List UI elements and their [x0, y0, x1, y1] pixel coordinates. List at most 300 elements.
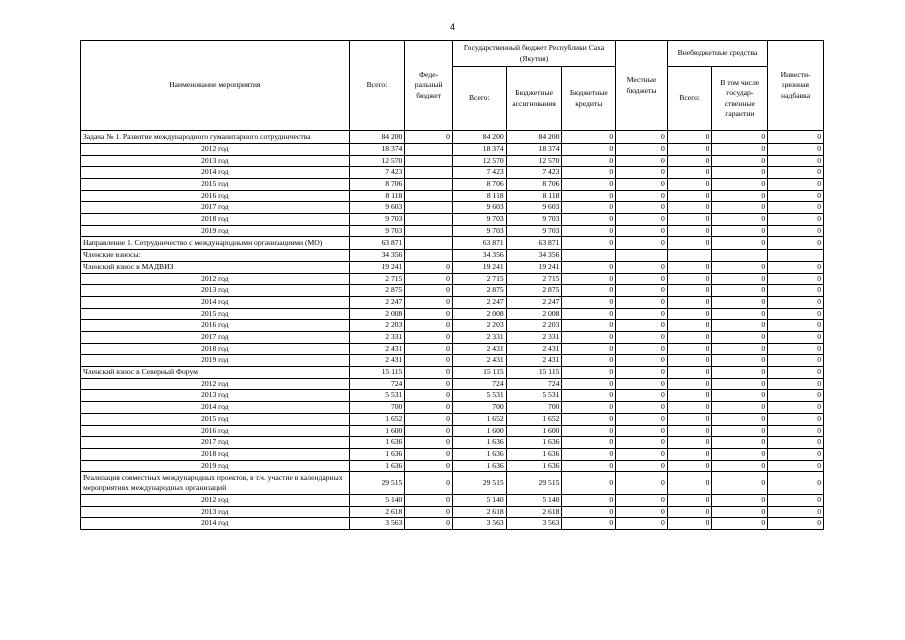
- cell-total: 18 374: [349, 143, 405, 155]
- cell-invest: 0: [768, 390, 824, 402]
- cell-local: 0: [616, 202, 668, 214]
- cell-extra-total: 0: [667, 202, 712, 214]
- cell-state-alloc: 2 331: [506, 332, 562, 344]
- cell-extra-total: 0: [667, 178, 712, 190]
- cell-total: 84 200: [349, 131, 405, 144]
- cell-state-credit: 0: [562, 190, 616, 202]
- table-row-year: [81, 390, 824, 402]
- cell-federal: 0: [405, 413, 453, 425]
- cell-total: 2 431: [349, 355, 405, 367]
- cell-invest: 0: [768, 167, 824, 179]
- cell-extra-total: 0: [667, 448, 712, 460]
- cell-extra-total: 0: [667, 131, 712, 144]
- cell-extra-guarantees: 0: [712, 472, 768, 495]
- header-state-budget: Государственный бюджет Республики Саха (Якутия): [452, 41, 615, 67]
- cell-extra-guarantees: 0: [712, 355, 768, 367]
- cell-year: 2012 год: [81, 495, 350, 507]
- cell-total: 34 356: [349, 250, 405, 262]
- cell-state-credit: 0: [562, 167, 616, 179]
- cell-state-total: 19 241: [452, 261, 506, 273]
- cell-state-alloc: 8 706: [506, 178, 562, 190]
- table-row-year: [81, 355, 824, 367]
- cell-state-credit: 0: [562, 437, 616, 449]
- header-state-total: Всего:: [452, 67, 506, 131]
- cell-state-total: 9 703: [452, 213, 506, 225]
- cell-year: 2015 год: [81, 308, 350, 320]
- cell-state-credit: 0: [562, 213, 616, 225]
- table-row-year: [81, 296, 824, 308]
- cell-local: 0: [616, 518, 668, 530]
- cell-state-credit: 0: [562, 320, 616, 332]
- cell-extra-total: 0: [667, 367, 712, 379]
- cell-state-credit: 0: [562, 178, 616, 190]
- cell-total: 19 241: [349, 261, 405, 273]
- table-row-item: [81, 131, 824, 144]
- cell-year: 2017 год: [81, 202, 350, 214]
- cell-year: 2013 год: [81, 390, 350, 402]
- page-number: 4: [449, 22, 455, 32]
- cell-local: 0: [616, 190, 668, 202]
- cell-local: 0: [616, 167, 668, 179]
- table-row-item: [81, 237, 824, 250]
- cell-state-total: 34 356: [452, 250, 506, 262]
- cell-local: 0: [616, 143, 668, 155]
- cell-total: 2 331: [349, 332, 405, 344]
- cell-total: 3 563: [349, 518, 405, 530]
- cell-invest: 0: [768, 320, 824, 332]
- cell-year: 2018 год: [81, 343, 350, 355]
- cell-extra-total: 0: [667, 413, 712, 425]
- cell-federal: 0: [405, 261, 453, 273]
- cell-year: 2016 год: [81, 425, 350, 437]
- cell-extra-total: 0: [667, 308, 712, 320]
- cell-year: 2019 год: [81, 355, 350, 367]
- cell-state-alloc: 2 203: [506, 320, 562, 332]
- cell-year: 2013 год: [81, 285, 350, 297]
- cell-year: 2014 год: [81, 518, 350, 530]
- cell-total: 15 115: [349, 367, 405, 379]
- cell-extra-total: 0: [667, 390, 712, 402]
- cell-state-credit: 0: [562, 155, 616, 167]
- cell-total: 9 703: [349, 213, 405, 225]
- cell-state-credit: 0: [562, 378, 616, 390]
- cell-extra-guarantees: 0: [712, 378, 768, 390]
- cell-extra-total: 0: [667, 320, 712, 332]
- cell-state-credit: [562, 250, 616, 262]
- cell-total: 63 871: [349, 237, 405, 250]
- cell-local: 0: [616, 437, 668, 449]
- cell-local: 0: [616, 378, 668, 390]
- cell-total: 2 203: [349, 320, 405, 332]
- cell-extra-guarantees: 0: [712, 261, 768, 273]
- cell-state-credit: 0: [562, 402, 616, 414]
- cell-state-alloc: 700: [506, 402, 562, 414]
- cell-extra-guarantees: 0: [712, 495, 768, 507]
- cell-state-credit: 0: [562, 472, 616, 495]
- cell-state-total: 2 431: [452, 343, 506, 355]
- cell-invest: 0: [768, 343, 824, 355]
- cell-local: 0: [616, 213, 668, 225]
- cell-extra-guarantees: 0: [712, 213, 768, 225]
- cell-state-alloc: 18 374: [506, 143, 562, 155]
- cell-state-alloc: 2 008: [506, 308, 562, 320]
- cell-local: 0: [616, 506, 668, 518]
- cell-state-total: 2 331: [452, 332, 506, 344]
- cell-invest: 0: [768, 460, 824, 472]
- cell-extra-guarantees: 0: [712, 332, 768, 344]
- cell-extra-total: 0: [667, 213, 712, 225]
- cell-federal: 0: [405, 285, 453, 297]
- cell-invest: 0: [768, 202, 824, 214]
- cell-state-total: 2 618: [452, 506, 506, 518]
- cell-total: 1 600: [349, 425, 405, 437]
- cell-state-total: 2 203: [452, 320, 506, 332]
- cell-state-total: 700: [452, 402, 506, 414]
- cell-extra-total: 0: [667, 261, 712, 273]
- cell-federal: 0: [405, 378, 453, 390]
- cell-invest: 0: [768, 506, 824, 518]
- cell-state-alloc: 5 140: [506, 495, 562, 507]
- cell-federal: [405, 202, 453, 214]
- cell-local: 0: [616, 225, 668, 237]
- cell-state-alloc: 7 423: [506, 167, 562, 179]
- cell-local: 0: [616, 178, 668, 190]
- table-row-year: [81, 190, 824, 202]
- cell-extra-total: 0: [667, 460, 712, 472]
- header-federal: Феде-ральный бюджет: [405, 41, 453, 131]
- cell-extra-guarantees: 0: [712, 237, 768, 250]
- cell-invest: 0: [768, 273, 824, 285]
- cell-year: 2015 год: [81, 413, 350, 425]
- cell-state-credit: 0: [562, 343, 616, 355]
- table-row-year: [81, 495, 824, 507]
- cell-extra-guarantees: 0: [712, 155, 768, 167]
- cell-federal: [405, 213, 453, 225]
- cell-federal: [405, 225, 453, 237]
- cell-year: 2014 год: [81, 296, 350, 308]
- cell-extra-guarantees: [712, 250, 768, 262]
- cell-extra-guarantees: 0: [712, 273, 768, 285]
- cell-extra-total: 0: [667, 190, 712, 202]
- cell-year: 2015 год: [81, 178, 350, 190]
- cell-extra-total: 0: [667, 237, 712, 250]
- cell-local: 0: [616, 320, 668, 332]
- cell-invest: 0: [768, 425, 824, 437]
- cell-state-total: 724: [452, 378, 506, 390]
- cell-state-total: 8 118: [452, 190, 506, 202]
- cell-invest: 0: [768, 131, 824, 144]
- cell-local: 0: [616, 448, 668, 460]
- cell-state-alloc: 2 247: [506, 296, 562, 308]
- cell-extra-guarantees: 0: [712, 190, 768, 202]
- cell-extra-guarantees: 0: [712, 506, 768, 518]
- cell-federal: 0: [405, 273, 453, 285]
- cell-year: 2014 год: [81, 167, 350, 179]
- cell-invest: 0: [768, 437, 824, 449]
- cell-total: 9 603: [349, 202, 405, 214]
- cell-federal: 0: [405, 308, 453, 320]
- cell-year: 2012 год: [81, 143, 350, 155]
- cell-extra-total: 0: [667, 472, 712, 495]
- cell-extra-guarantees: 0: [712, 202, 768, 214]
- cell-state-credit: 0: [562, 518, 616, 530]
- table-row-year: [81, 167, 824, 179]
- cell-extra-total: 0: [667, 273, 712, 285]
- cell-invest: 0: [768, 296, 824, 308]
- cell-extra-total: 0: [667, 143, 712, 155]
- cell-federal: 0: [405, 425, 453, 437]
- cell-state-credit: 0: [562, 355, 616, 367]
- cell-federal: [405, 237, 453, 250]
- cell-local: 0: [616, 355, 668, 367]
- cell-total: 1 636: [349, 437, 405, 449]
- cell-extra-guarantees: 0: [712, 448, 768, 460]
- cell-total: 2 618: [349, 506, 405, 518]
- cell-extra-total: 0: [667, 285, 712, 297]
- cell-extra-guarantees: 0: [712, 296, 768, 308]
- table-row-item: [81, 250, 824, 262]
- cell-federal: 0: [405, 320, 453, 332]
- cell-state-total: 9 603: [452, 202, 506, 214]
- cell-item-name: Членские взносы:: [81, 250, 350, 262]
- cell-invest: 0: [768, 332, 824, 344]
- cell-local: 0: [616, 343, 668, 355]
- cell-invest: 0: [768, 225, 824, 237]
- cell-invest: 0: [768, 190, 824, 202]
- cell-state-total: 1 636: [452, 437, 506, 449]
- header-extra-guarantees: В том числе государ-ственные гарантии: [712, 67, 768, 131]
- cell-state-total: 2 008: [452, 308, 506, 320]
- cell-state-alloc: 12 570: [506, 155, 562, 167]
- cell-state-alloc: 2 618: [506, 506, 562, 518]
- cell-extra-guarantees: 0: [712, 143, 768, 155]
- cell-state-total: 84 200: [452, 131, 506, 144]
- cell-extra-total: 0: [667, 518, 712, 530]
- cell-federal: [405, 190, 453, 202]
- cell-state-credit: 0: [562, 225, 616, 237]
- cell-state-credit: 0: [562, 143, 616, 155]
- cell-local: 0: [616, 425, 668, 437]
- cell-total: 1 636: [349, 460, 405, 472]
- cell-total: 2 008: [349, 308, 405, 320]
- cell-total: 12 570: [349, 155, 405, 167]
- cell-state-total: 9 703: [452, 225, 506, 237]
- cell-state-total: 5 140: [452, 495, 506, 507]
- cell-state-total: 8 706: [452, 178, 506, 190]
- cell-state-credit: 0: [562, 448, 616, 460]
- cell-state-credit: 0: [562, 296, 616, 308]
- cell-year: 2012 год: [81, 273, 350, 285]
- cell-state-alloc: 15 115: [506, 367, 562, 379]
- table-row-year: [81, 343, 824, 355]
- cell-state-alloc: 5 531: [506, 390, 562, 402]
- header-total: Всего:: [349, 41, 405, 131]
- cell-extra-total: 0: [667, 167, 712, 179]
- cell-year: 2017 год: [81, 437, 350, 449]
- cell-state-total: 18 374: [452, 143, 506, 155]
- cell-federal: 0: [405, 402, 453, 414]
- cell-total: 2 715: [349, 273, 405, 285]
- cell-state-credit: 0: [562, 332, 616, 344]
- cell-total: 2 875: [349, 285, 405, 297]
- cell-federal: [405, 143, 453, 155]
- cell-extra-total: 0: [667, 378, 712, 390]
- cell-extra-guarantees: 0: [712, 167, 768, 179]
- cell-total: 5 140: [349, 495, 405, 507]
- cell-state-credit: 0: [562, 425, 616, 437]
- cell-year: 2016 год: [81, 320, 350, 332]
- cell-extra-total: 0: [667, 506, 712, 518]
- cell-extra-total: 0: [667, 495, 712, 507]
- cell-state-total: 2 715: [452, 273, 506, 285]
- cell-total: 700: [349, 402, 405, 414]
- cell-federal: 0: [405, 131, 453, 144]
- cell-state-total: 63 871: [452, 237, 506, 250]
- cell-state-total: 15 115: [452, 367, 506, 379]
- cell-local: 0: [616, 402, 668, 414]
- cell-invest: 0: [768, 178, 824, 190]
- cell-state-alloc: 2 875: [506, 285, 562, 297]
- cell-extra-guarantees: 0: [712, 131, 768, 144]
- cell-state-credit: 0: [562, 460, 616, 472]
- cell-state-total: 2 875: [452, 285, 506, 297]
- cell-invest: 0: [768, 413, 824, 425]
- cell-local: 0: [616, 285, 668, 297]
- table-row-year: [81, 413, 824, 425]
- cell-local: 0: [616, 367, 668, 379]
- cell-local: 0: [616, 155, 668, 167]
- cell-year: 2019 год: [81, 460, 350, 472]
- cell-invest: [768, 250, 824, 262]
- table-row-year: [81, 460, 824, 472]
- cell-invest: 0: [768, 213, 824, 225]
- cell-total: 1 652: [349, 413, 405, 425]
- cell-state-credit: 0: [562, 285, 616, 297]
- header-extra-total: Всего:: [667, 67, 712, 131]
- cell-invest: 0: [768, 308, 824, 320]
- cell-federal: 0: [405, 518, 453, 530]
- table-row-year: [81, 143, 824, 155]
- cell-federal: 0: [405, 296, 453, 308]
- cell-state-alloc: 2 431: [506, 343, 562, 355]
- table-row-year: [81, 425, 824, 437]
- cell-state-alloc: 2 431: [506, 355, 562, 367]
- cell-item-name: Членский взнос в МАДВИЗ: [81, 261, 350, 273]
- table-row-year: [81, 308, 824, 320]
- cell-extra-guarantees: 0: [712, 285, 768, 297]
- cell-invest: 0: [768, 367, 824, 379]
- cell-federal: 0: [405, 506, 453, 518]
- cell-state-alloc: 1 636: [506, 437, 562, 449]
- cell-local: 0: [616, 261, 668, 273]
- cell-state-credit: 0: [562, 495, 616, 507]
- cell-federal: [405, 167, 453, 179]
- cell-item-name: Реализация совместных международных проектов, в т.ч. участие в календарных мероприятиях международных организаций: [81, 472, 350, 495]
- cell-invest: 0: [768, 155, 824, 167]
- cell-year: 2012 год: [81, 378, 350, 390]
- cell-extra-total: 0: [667, 437, 712, 449]
- cell-invest: 0: [768, 237, 824, 250]
- cell-state-alloc: 1 600: [506, 425, 562, 437]
- cell-state-credit: 0: [562, 273, 616, 285]
- cell-total: 2 431: [349, 343, 405, 355]
- cell-extra-total: 0: [667, 332, 712, 344]
- table-row-year: [81, 437, 824, 449]
- table-row-item: [81, 472, 824, 495]
- cell-state-alloc: 2 715: [506, 273, 562, 285]
- cell-year: 2013 год: [81, 155, 350, 167]
- cell-state-alloc: 63 871: [506, 237, 562, 250]
- cell-extra-guarantees: 0: [712, 460, 768, 472]
- header-name: Наименование мероприятия: [81, 41, 350, 131]
- cell-invest: 0: [768, 285, 824, 297]
- cell-federal: 0: [405, 495, 453, 507]
- cell-extra-guarantees: 0: [712, 367, 768, 379]
- table-row-year: [81, 320, 824, 332]
- cell-extra-guarantees: 0: [712, 425, 768, 437]
- cell-local: 0: [616, 308, 668, 320]
- cell-invest: 0: [768, 472, 824, 495]
- cell-local: 0: [616, 131, 668, 144]
- cell-extra-guarantees: 0: [712, 308, 768, 320]
- cell-local: 0: [616, 296, 668, 308]
- cell-state-alloc: 9 703: [506, 213, 562, 225]
- table-row-year: [81, 178, 824, 190]
- table-row-year: [81, 155, 824, 167]
- cell-state-alloc: 29 515: [506, 472, 562, 495]
- cell-year: 2014 год: [81, 402, 350, 414]
- cell-federal: 0: [405, 367, 453, 379]
- header-extra-budget: Внебюджетные средства: [667, 41, 767, 67]
- cell-federal: 0: [405, 460, 453, 472]
- table-row-year: [81, 378, 824, 390]
- cell-extra-guarantees: 0: [712, 225, 768, 237]
- cell-extra-total: 0: [667, 355, 712, 367]
- cell-extra-guarantees: 0: [712, 178, 768, 190]
- table-row-year: [81, 332, 824, 344]
- cell-state-total: 7 423: [452, 167, 506, 179]
- cell-total: 29 515: [349, 472, 405, 495]
- cell-local: 0: [616, 237, 668, 250]
- cell-local: 0: [616, 413, 668, 425]
- cell-extra-total: 0: [667, 296, 712, 308]
- cell-total: 7 423: [349, 167, 405, 179]
- cell-state-total: 1 636: [452, 460, 506, 472]
- cell-local: [616, 250, 668, 262]
- cell-federal: 0: [405, 448, 453, 460]
- table-row-year: [81, 273, 824, 285]
- cell-state-credit: 0: [562, 261, 616, 273]
- table-row-year: [81, 518, 824, 530]
- cell-year: 2016 год: [81, 190, 350, 202]
- cell-item-name: Задача № 1. Развитие международного гуманитарного сотрудничества: [81, 131, 350, 144]
- cell-federal: 0: [405, 390, 453, 402]
- cell-extra-guarantees: 0: [712, 402, 768, 414]
- cell-state-alloc: 19 241: [506, 261, 562, 273]
- cell-local: 0: [616, 472, 668, 495]
- cell-year: 2019 год: [81, 225, 350, 237]
- cell-invest: 0: [768, 495, 824, 507]
- cell-state-credit: 0: [562, 413, 616, 425]
- table-row-year: [81, 285, 824, 297]
- cell-state-alloc: 724: [506, 378, 562, 390]
- cell-federal: 0: [405, 343, 453, 355]
- cell-total: 1 636: [349, 448, 405, 460]
- cell-federal: [405, 155, 453, 167]
- cell-extra-total: [667, 250, 712, 262]
- cell-extra-total: 0: [667, 225, 712, 237]
- cell-state-alloc: 34 356: [506, 250, 562, 262]
